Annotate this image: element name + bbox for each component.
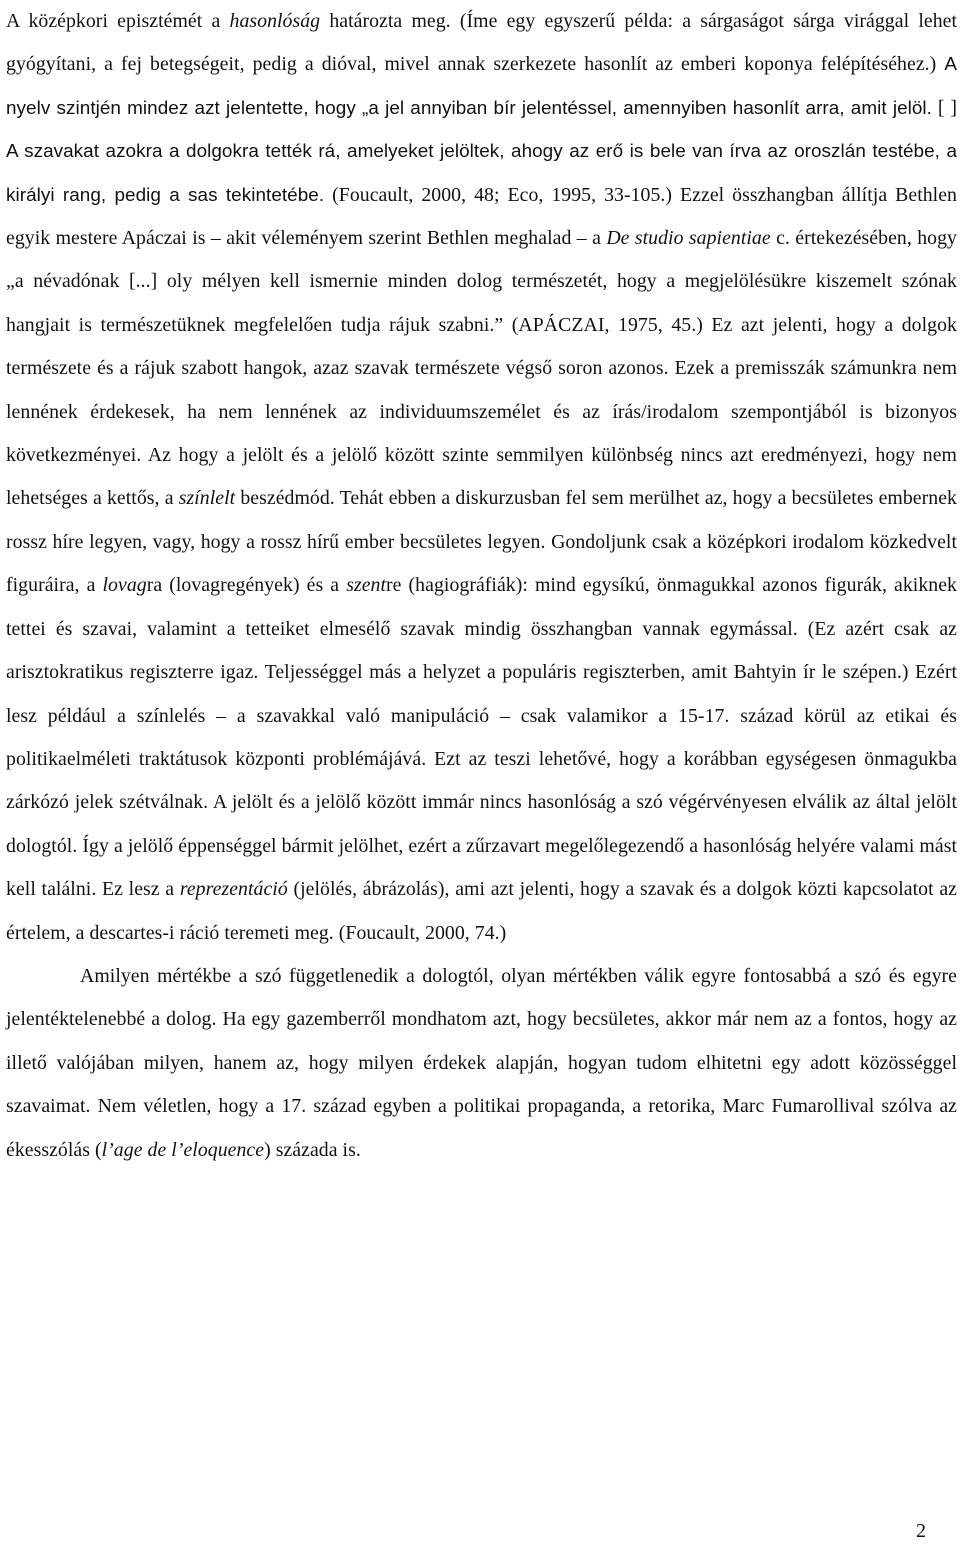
italic-term: lovag: [102, 574, 147, 597]
italic-term: reprezentáció: [179, 878, 288, 901]
text-span: (Foucault, 2000, 48; Eco, 1995, 33-105.) Ezzel összhangban állítja Bethlen egyik mestere Apáczai is – akit véleményem szerint Bethlen meghalad – a: [6, 183, 957, 250]
text-span: beszédmód. Tehát ebben a diskurzusban fel sem merülhet az, hogy a becsületes embernek rossz híre legyen, vagy, hogy a rossz hírű ember becsületes legyen. Gondoljunk csak a középkori irodalom közkedvelt figuráira, a: [6, 487, 957, 597]
paragraph-1: [6, 0, 957, 955]
text-span: (jelölés, ábrázolás), ami azt jelenti, hogy a szavak és a dolgok közti kapcsolatot az értelem, a descartes-i ráció teremeti meg. (Foucault, 2000, 74.): [6, 878, 957, 944]
text-span: re (hagiográfiák): mind egysíkú, önmagukkal azonos figurák, akiknek tettei és szavai, valamint a tetteiket elmesélő szavak mindig összhangban vannak egymással. (Ez azért csak az arisztokratikus regiszterre igaz. Teljességgel más a helyzet a populáris regiszterben, amit Bahtyin ír le szépen.) Ezért lesz például a színlelés – a szavakkal való manipuláció – csak valamikor a 15-17. század körül az etikai és politikaelméleti traktátusok központi problémájává. Ezt az teszi lehetővé, hogy a korábban egységesen önmagukba zárkózó jelek szétválnak. A jelölt és a jelölő között immár nincs hasonlóság a szó végérvényesen elválik az által jelölt dologtól. Így a jelölő éppenséggel bármit jelölhet, ezért a zűrzavart megelőlegezendő a hasonlóság helyére valami mást kell találni. Ez lesz a: [6, 574, 957, 901]
text-span: Amilyen mértékbe a szó függetlenedik a dologtól, olyan mértékben válik egyre fontosabbá a szó és egyre jelentéktelenebbé a dolog. Ha egy gazemberről mondhatom azt, hogy becsületes, akkor már nem az a fontos, hogy az illető valójában milyen, hanem az, hogy milyen érdekek alapján, hogyan tudom elhitetni egy adott közösséggel szavaimat. Nem véletlen, hogy a 17. század egyben a politikai propaganda, a retorika, Marc Fumarollival szólva az ékesszólás (: [6, 964, 957, 1161]
text-span: ) százada is.: [264, 1138, 361, 1161]
text-span: c. értekezésében, hogy „a névadónak [...] oly mélyen kell ismernie minden dolog természetét, hogy a megjelölésükre kiszemelt szónak hangjait is természetüknek megfelelően tudja rájuk szabni.” (APÁCZAI, 1975, 45.) Ez azt jelenti, hogy a dolgok természete és a rájuk szabott hangok, azaz szavak természete végső soron azonos. Ezek a premisszák számunkra nem lennének érdekesek, ha nem lennének az individuumszemélet és az írás/irodalom szempontjából is bizonyos következményei. Az hogy a jelölt és a jelölő között szinte semmilyen különbség nincs azt eredményezi, hogy nem lehetséges a kettős, a: [6, 227, 957, 510]
quoted-text: A nyelv szintjén mindez azt jelentette, hogy „a jel annyiban bír jelentéssel, amennyiben hasonlít arra, amit jelöl.: [6, 54, 957, 119]
text-span: ra (lovagregények) és a: [146, 574, 347, 597]
italic-term: színlelt: [178, 487, 236, 510]
body-text: [6, 0, 957, 1172]
italic-term: szent: [346, 574, 387, 597]
paragraph-2: [6, 955, 957, 1172]
italic-title: De studio sapientiae: [606, 227, 771, 250]
text-span: [ ]: [931, 96, 957, 119]
page-number: 2: [916, 1520, 926, 1542]
italic-term: l’age de l’eloquence: [101, 1138, 265, 1161]
italic-term: hasonlóság: [229, 10, 321, 32]
quoted-text: A szavakat azokra a dolgokra tették rá, amelyeket jelöltek, ahogy az erő is bele van írva az oroszlán testébe, a királyi rang, pedig a sas tekintetébe.: [6, 141, 957, 206]
text-span: A középkori episztémét a: [6, 10, 230, 32]
text-span: határozta meg. (Íme egy egyszerű példa: a sárgaságot sárga virággal lehet gyógyítani, a fej betegségeit, pedig a dióval, mivel annak szerkezete hasonlít az emberi koponya felépítéséhez.): [6, 10, 958, 76]
